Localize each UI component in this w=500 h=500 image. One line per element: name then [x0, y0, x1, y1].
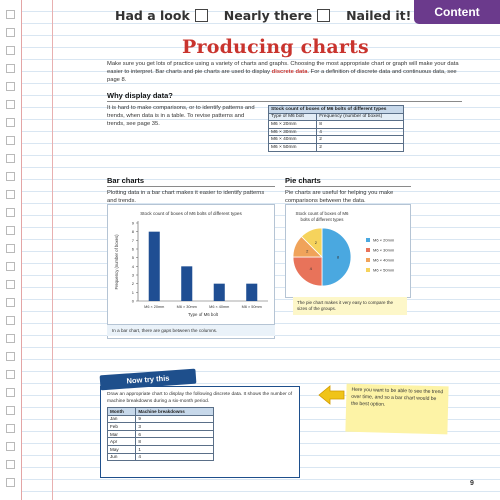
table-row: [108, 430, 214, 438]
table-cell: Mar: [108, 430, 136, 438]
x-tick-label: M6 × 40mm: [209, 305, 230, 309]
x-tick-label: M6 × 50mm: [241, 305, 262, 309]
binder-hole: [6, 82, 15, 91]
binder-hole: [6, 352, 15, 361]
x-tick-label: M6 × 20mm: [144, 305, 165, 309]
now-try-text: Draw an appropriate chart to display the following discrete data. It shows the number of machine breakdowns during a six-month period.: [107, 392, 293, 404]
divider: [107, 186, 275, 187]
section-tab: Content: [414, 0, 500, 24]
legend-swatch: [366, 238, 370, 242]
binder-hole: [6, 442, 15, 451]
table-row: [108, 445, 214, 453]
binder-hole: [6, 10, 15, 19]
slice-label: 2: [314, 239, 318, 245]
table-row: [108, 438, 214, 446]
checkbox[interactable]: [317, 9, 330, 22]
x-axis-label: Type of M6 bolt: [187, 312, 219, 317]
slice-label: 8: [336, 254, 340, 260]
table-header: Type of M6 bolt: [269, 113, 317, 121]
binder-hole: [6, 478, 15, 487]
pie-chart-frame: [285, 204, 411, 298]
divider: [107, 101, 462, 102]
table-row: [269, 128, 404, 136]
binder-hole: [6, 64, 15, 73]
binder-hole: [6, 208, 15, 217]
table-cell: May: [108, 445, 136, 453]
binder-hole: [6, 172, 15, 181]
page-number: 9: [470, 480, 474, 487]
table-cell: 9: [136, 415, 214, 423]
table-cell: Jun: [108, 453, 136, 461]
check-nearly-there: [224, 8, 330, 23]
binder-hole: [6, 136, 15, 145]
table-row: [108, 423, 214, 431]
margin-line: [52, 0, 53, 500]
intro-bold: discrete data: [271, 69, 308, 75]
table-cell: 2: [317, 136, 404, 144]
binder-hole: [6, 424, 15, 433]
table-row: [108, 415, 214, 423]
y-tick-label: 4: [131, 263, 134, 269]
slice-label: 2: [306, 248, 309, 254]
y-tick-label: 9: [131, 220, 134, 226]
bar-chart: [108, 205, 274, 325]
binder-hole: [6, 460, 15, 469]
bolt-table: [268, 105, 404, 152]
bar: [246, 284, 257, 301]
intro-end: . For a definition of discrete data and continuous data, see page 8.: [107, 69, 457, 83]
binder-hole: [6, 280, 15, 289]
intro-text: Make sure you get lots of practice using a variety of charts and graphs. Choosing the most appropriate chart or graph will make your data easier to interpret. Bar charts and pie charts are used to display: [107, 61, 459, 75]
bar: [181, 266, 192, 301]
chart-title: Stock count of boxes of M6 bolts of different types: [140, 211, 242, 216]
divider: [285, 186, 411, 187]
binder-hole: [6, 100, 15, 109]
check-had-a-look: [115, 8, 208, 23]
hint-note: Here you want to be able to see the trend over time, and so a bar chart would be the best option.: [345, 384, 448, 435]
binder-hole: [6, 46, 15, 55]
table-cell: 4: [136, 453, 214, 461]
legend-swatch: [366, 248, 370, 252]
page-title: Producing charts: [182, 36, 369, 58]
check-label: Nearly there: [223, 8, 313, 23]
legend-label: M6 × 30mm: [373, 247, 395, 253]
binder-hole: [6, 406, 15, 415]
pie-chart: [286, 205, 410, 297]
y-tick-label: 7: [131, 237, 134, 243]
progress-checklist: [115, 8, 437, 23]
binder-hole: [6, 388, 15, 397]
chart-title: Stock count of boxes of M6: [295, 211, 349, 216]
legend-swatch: [366, 258, 370, 262]
binder-hole: [6, 334, 15, 343]
table-cell: 2: [317, 143, 404, 151]
binder-hole: [6, 244, 15, 253]
legend-swatch: [366, 268, 370, 272]
binder-hole: [6, 316, 15, 325]
hint-arrow-icon: [317, 384, 345, 406]
bar: [149, 232, 160, 301]
table-cell: Apr: [108, 438, 136, 446]
check-label: Had a look: [115, 8, 190, 23]
binder-hole: [6, 28, 15, 37]
y-tick-label: 5: [131, 255, 134, 261]
bar-note: In a bar chart, there are gaps between the columns.: [107, 324, 275, 336]
bar-chart-frame: [107, 204, 275, 339]
table-row: [269, 143, 404, 151]
table-cell: M6 × 30mm: [269, 128, 317, 136]
table-cell: 6: [136, 430, 214, 438]
binder-hole: [6, 370, 15, 379]
pie-note: The pie chart makes it very easy to compare the sizes of the groups.: [293, 297, 407, 315]
table-caption: Stock count of boxes of M6 bolts of different types: [269, 106, 404, 114]
y-tick-label: 6: [131, 246, 134, 252]
table-cell: M6 × 40mm: [269, 136, 317, 144]
table-cell: M6 × 20mm: [269, 121, 317, 129]
binder-hole: [6, 226, 15, 235]
table-cell: M6 × 50mm: [269, 143, 317, 151]
breakdown-table: [107, 407, 214, 461]
binder-margin: [0, 0, 22, 500]
binder-hole: [6, 262, 15, 271]
pie-heading: Pie charts: [285, 176, 321, 185]
slice-label: 4: [309, 265, 312, 271]
bar-text: Plotting data in a bar chart makes it easier to identify patterns and trends.: [107, 190, 265, 204]
table-cell: 4: [317, 128, 404, 136]
chart-title: bolts of different types: [300, 217, 344, 222]
table-cell: 1: [136, 445, 214, 453]
table-row: [269, 136, 404, 144]
intro-paragraph: [107, 60, 462, 84]
table-header: Month: [108, 408, 136, 416]
y-tick-label: 2: [131, 281, 134, 287]
binder-hole: [6, 118, 15, 127]
y-tick-label: 8: [131, 229, 134, 235]
table-cell: Feb: [108, 423, 136, 431]
y-axis-label: Frequency (number of boxes): [114, 234, 119, 290]
checkbox[interactable]: [195, 9, 208, 22]
table-cell: 3: [136, 423, 214, 431]
why-text: It is hard to make comparisons, or to identify patterns and trends, when data is in a table. To revise patterns and trends, see page 35.: [107, 105, 255, 127]
x-tick-label: M6 × 30mm: [176, 305, 197, 309]
table-cell: Jan: [108, 415, 136, 423]
bar-heading: Bar charts: [107, 176, 145, 185]
check-label: Nailed it!: [346, 8, 412, 23]
why-heading: Why display data?: [107, 91, 173, 100]
now-try-label: Now try this: [100, 369, 197, 391]
legend-label: M6 × 40mm: [373, 257, 395, 263]
y-tick-label: 0: [131, 298, 134, 304]
y-tick-label: 3: [131, 272, 134, 278]
table-row: [269, 121, 404, 129]
binder-hole: [6, 298, 15, 307]
table-header: Machine breakdowns: [136, 408, 214, 416]
bar: [214, 284, 225, 301]
y-tick-label: 1: [131, 289, 134, 295]
legend-label: M6 × 50mm: [373, 267, 395, 273]
pie-slice: [293, 257, 322, 286]
table-cell: 8: [136, 438, 214, 446]
pie-text: Pie charts are useful for helping you make comparisons between the data.: [285, 190, 394, 204]
table-row: [108, 453, 214, 461]
binder-hole: [6, 154, 15, 163]
table-cell: 8: [317, 121, 404, 129]
legend-label: M6 × 20mm: [373, 237, 395, 243]
table-header: Frequency (number of boxes): [317, 113, 404, 121]
binder-hole: [6, 190, 15, 199]
